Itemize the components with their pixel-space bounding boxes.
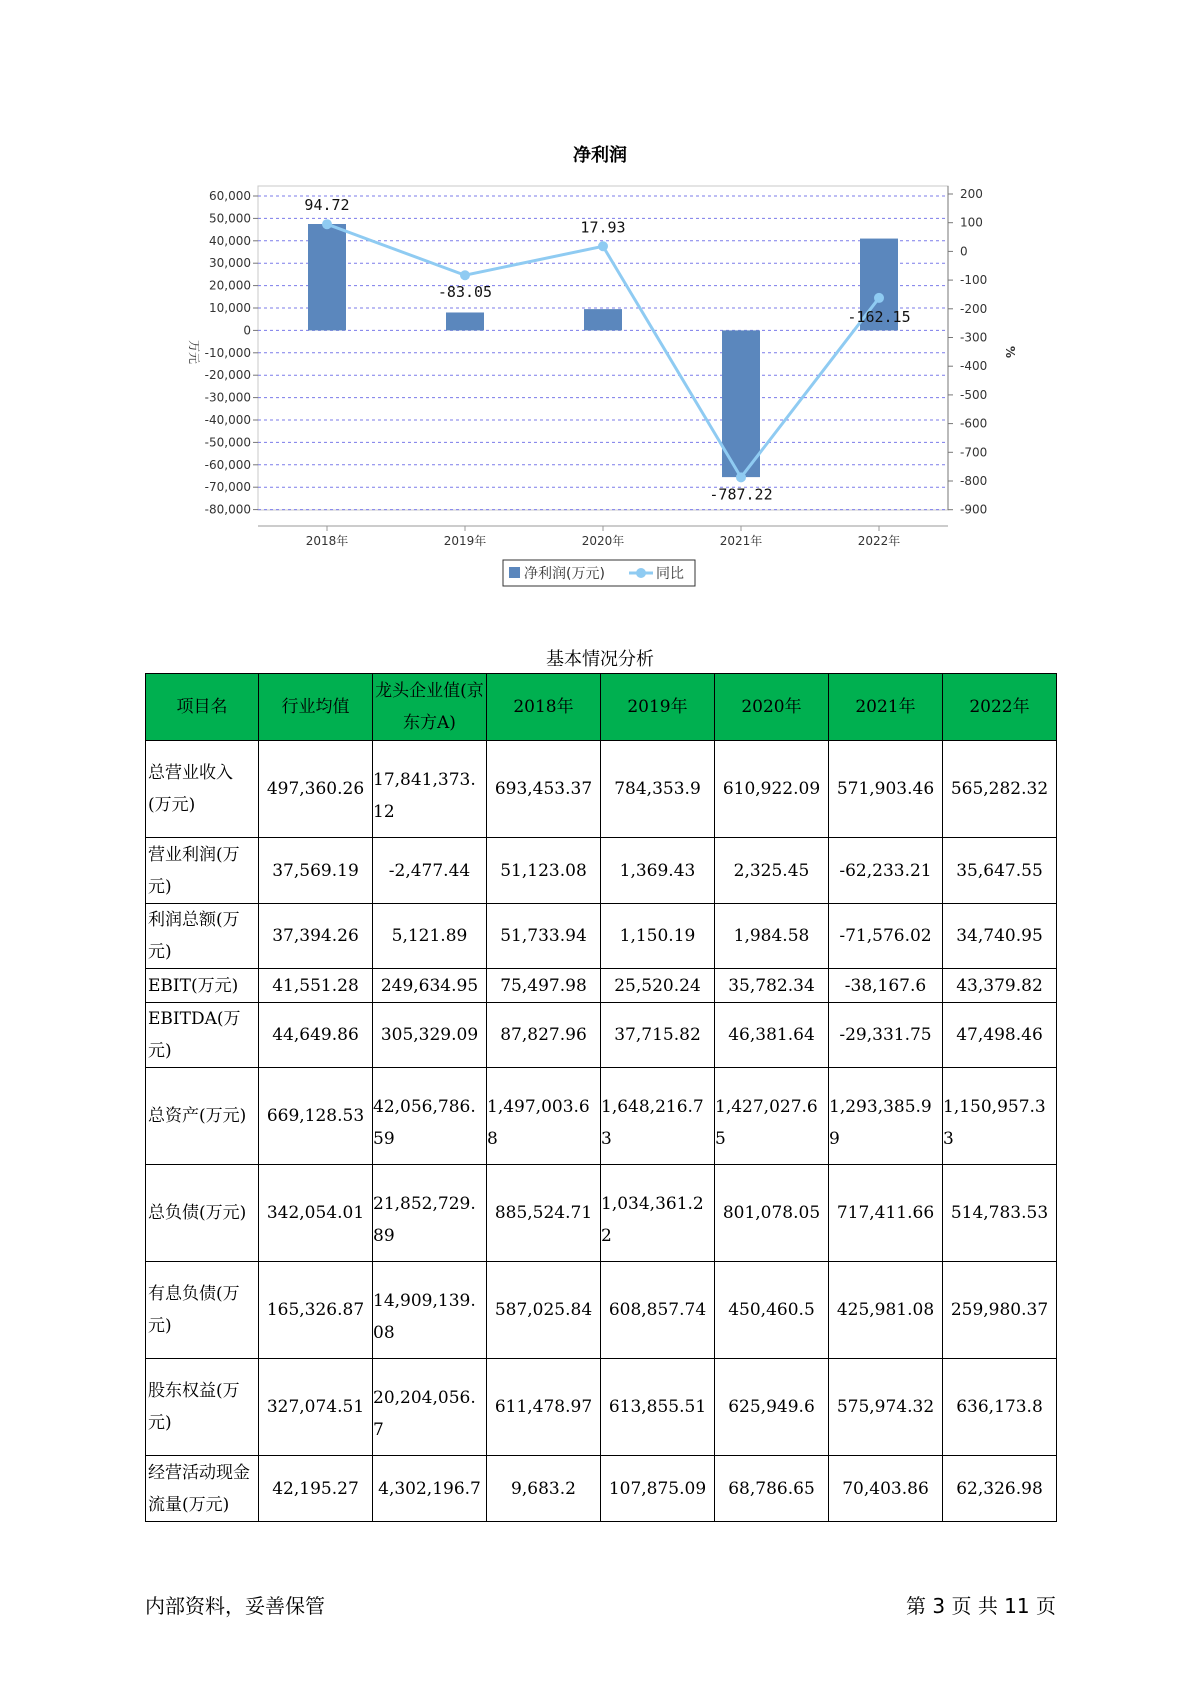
row-item-name: 营业利润(万元)	[146, 838, 259, 904]
table-cell: 1,369.43	[601, 838, 715, 904]
x-tick-label: 2022年	[857, 534, 901, 548]
y-tick-label: -70,000	[204, 480, 251, 495]
table-cell: 75,497.98	[487, 969, 601, 1003]
table-cell: -29,331.75	[829, 1003, 943, 1068]
table-cell: 44,649.86	[259, 1003, 373, 1068]
table-cell: 42,056,786.59	[373, 1068, 487, 1165]
data-label: 94.72	[304, 196, 350, 215]
header-2021: 2021年	[829, 674, 943, 741]
table-row	[146, 838, 1057, 904]
row-item-name: 总负债(万元)	[146, 1165, 259, 1262]
bar	[446, 312, 484, 330]
legend-line-label: 同比	[656, 566, 684, 582]
yoy-point	[598, 241, 608, 251]
table-cell: 342,054.01	[259, 1165, 373, 1262]
table-cell: 37,569.19	[259, 838, 373, 904]
table-cell: 17,841,373.12	[373, 741, 487, 838]
table-cell: 611,478.97	[487, 1359, 601, 1456]
table-cell: 717,411.66	[829, 1165, 943, 1262]
y-tick-label: 0	[243, 323, 251, 338]
table-row	[146, 1456, 1057, 1522]
table-cell: 165,326.87	[259, 1262, 373, 1359]
header-2018: 2018年	[487, 674, 601, 741]
footer-confidential-note: 内部资料，妥善保管	[145, 1594, 325, 1618]
x-tick-label: 2018年	[305, 534, 349, 548]
table-cell: -62,233.21	[829, 838, 943, 904]
header-item-name: 项目名	[146, 674, 259, 741]
table-cell: 25,520.24	[601, 969, 715, 1003]
x-tick-label: 2019年	[443, 534, 487, 548]
table-cell: 610,922.09	[715, 741, 829, 838]
table-cell: -38,167.6	[829, 969, 943, 1003]
table-header-row	[146, 674, 1057, 741]
table-cell: 1,293,385.99	[829, 1068, 943, 1165]
table-cell: 625,949.6	[715, 1359, 829, 1456]
table-cell: 450,460.5	[715, 1262, 829, 1359]
yoy-point	[460, 270, 470, 280]
header-industry-avg: 行业均值	[259, 674, 373, 741]
y2-axis-title: %	[1003, 345, 1017, 359]
table-cell: -2,477.44	[373, 838, 487, 904]
table-row	[146, 1068, 1057, 1165]
data-label: -162.15	[847, 307, 911, 326]
table-cell: 514,783.53	[943, 1165, 1057, 1262]
table-row	[146, 1359, 1057, 1456]
table-cell: 571,903.46	[829, 741, 943, 838]
row-item-name: 股东权益(万元)	[146, 1359, 259, 1456]
table-cell: -71,576.02	[829, 904, 943, 969]
data-label: -83.05	[437, 283, 493, 302]
y-tick-label: 60,000	[209, 189, 251, 203]
y2-tick-label: -800	[960, 474, 988, 488]
table-cell: 21,852,729.89	[373, 1165, 487, 1262]
table-cell: 587,025.84	[487, 1262, 601, 1359]
table-cell: 669,128.53	[259, 1068, 373, 1165]
header-leader-value: 龙头企业值(京东方A)	[373, 674, 487, 741]
table-caption: 基本情况分析	[546, 649, 654, 670]
header-2020: 2020年	[715, 674, 829, 741]
table-cell: 47,498.46	[943, 1003, 1057, 1068]
yoy-line	[327, 224, 879, 477]
table-cell: 305,329.09	[373, 1003, 487, 1068]
y-tick-label: -10,000	[204, 345, 251, 360]
y-axis-title: 万元	[187, 339, 201, 365]
row-item-name: 有息负债(万元)	[146, 1262, 259, 1359]
table-cell: 1,034,361.22	[601, 1165, 715, 1262]
y-tick-label: -40,000	[204, 413, 251, 427]
table-cell: 259,980.37	[943, 1262, 1057, 1359]
yoy-point	[736, 472, 746, 482]
table-cell: 41,551.28	[259, 969, 373, 1003]
table-cell: 1,648,216.73	[601, 1068, 715, 1165]
table-cell: 613,855.51	[601, 1359, 715, 1456]
table-row	[146, 1165, 1057, 1262]
table-cell: 608,857.74	[601, 1262, 715, 1359]
table-cell: 20,204,056.7	[373, 1359, 487, 1456]
row-item-name: 利润总额(万元)	[146, 904, 259, 969]
plot-area	[187, 186, 1017, 548]
row-item-name: EBITDA(万元)	[146, 1003, 259, 1068]
yoy-point	[874, 293, 884, 303]
table-cell: 885,524.71	[487, 1165, 601, 1262]
table-cell: 565,282.32	[943, 741, 1057, 838]
y-tick-label: 30,000	[209, 256, 251, 271]
table-cell: 35,782.34	[715, 969, 829, 1003]
table-cell: 497,360.26	[259, 741, 373, 838]
basic-analysis-table	[145, 673, 1057, 1522]
table-cell: 37,715.82	[601, 1003, 715, 1068]
data-label: 17.93	[580, 218, 626, 237]
y2-tick-label: 0	[960, 244, 968, 259]
row-item-name: EBIT(万元)	[146, 969, 259, 1003]
chart-legend	[503, 560, 695, 586]
y-tick-label: 50,000	[209, 211, 251, 226]
table-cell: 425,981.08	[829, 1262, 943, 1359]
y2-tick-label: -900	[960, 502, 988, 517]
table-cell: 693,453.37	[487, 741, 601, 838]
table-cell: 1,150,957.33	[943, 1068, 1057, 1165]
table-row	[146, 1003, 1057, 1068]
table-cell: 51,123.08	[487, 838, 601, 904]
table-row	[146, 1262, 1057, 1359]
table-row	[146, 969, 1057, 1003]
table-cell: 1,150.19	[601, 904, 715, 969]
row-item-name: 总营业收入(万元)	[146, 741, 259, 838]
table-cell: 14,909,139.08	[373, 1262, 487, 1359]
y2-tick-label: -700	[960, 445, 988, 460]
table-cell: 46,381.64	[715, 1003, 829, 1068]
table-cell: 87,827.96	[487, 1003, 601, 1068]
table-cell: 5,121.89	[373, 904, 487, 969]
chart-title: 净利润	[573, 145, 627, 166]
table-cell: 327,074.51	[259, 1359, 373, 1456]
table-cell: 35,647.55	[943, 838, 1057, 904]
table-cell: 2,325.45	[715, 838, 829, 904]
row-item-name: 经营活动现金流量(万元)	[146, 1456, 259, 1522]
table-cell: 34,740.95	[943, 904, 1057, 969]
table-cell: 9,683.2	[487, 1456, 601, 1522]
y2-tick-label: -600	[960, 416, 988, 431]
y2-tick-label: 100	[960, 215, 983, 230]
table-cell: 784,353.9	[601, 741, 715, 838]
table-cell: 636,173.8	[943, 1359, 1057, 1456]
table-cell: 801,078.05	[715, 1165, 829, 1262]
table-cell: 249,634.95	[373, 969, 487, 1003]
header-2022: 2022年	[943, 674, 1057, 741]
table-cell: 1,497,003.68	[487, 1068, 601, 1165]
table-cell: 107,875.09	[601, 1456, 715, 1522]
legend-bar-label: 净利润(万元)	[524, 566, 605, 582]
data-label: -787.22	[709, 485, 773, 504]
x-tick-label: 2020年	[581, 534, 625, 548]
y2-tick-label: -400	[960, 359, 988, 374]
legend-line-marker	[636, 568, 646, 578]
table-row	[146, 741, 1057, 838]
y-tick-label: -80,000	[204, 502, 251, 517]
header-2019: 2019年	[601, 674, 715, 741]
bar	[308, 224, 346, 330]
table-cell: 51,733.94	[487, 904, 601, 969]
y2-tick-label: -200	[960, 301, 988, 316]
table-cell: 575,974.32	[829, 1359, 943, 1456]
y-tick-label: -20,000	[204, 368, 251, 383]
bar	[584, 309, 622, 330]
yoy-point	[322, 219, 332, 229]
y2-tick-label: -100	[960, 273, 988, 288]
y-tick-label: -60,000	[204, 457, 251, 472]
y2-tick-label: -300	[960, 330, 988, 345]
y-tick-label: -30,000	[204, 390, 251, 405]
y2-tick-label: -500	[960, 387, 988, 402]
table-cell: 43,379.82	[943, 969, 1057, 1003]
table-cell: 1,427,027.65	[715, 1068, 829, 1165]
net-profit-chart	[0, 0, 1191, 600]
footer-page-number: 第 3 页 共 11 页	[906, 1594, 1056, 1618]
y-tick-label: -50,000	[204, 435, 251, 450]
table-cell: 70,403.86	[829, 1456, 943, 1522]
table-cell: 1,984.58	[715, 904, 829, 969]
y-tick-label: 40,000	[209, 233, 251, 248]
table-cell: 62,326.98	[943, 1456, 1057, 1522]
legend-bar-swatch	[509, 567, 520, 578]
table-row	[146, 904, 1057, 969]
y2-tick-label: 200	[960, 187, 983, 201]
table-cell: 37,394.26	[259, 904, 373, 969]
y-tick-label: 10,000	[209, 301, 251, 315]
row-item-name: 总资产(万元)	[146, 1068, 259, 1165]
y-tick-label: 20,000	[209, 278, 251, 293]
table-cell: 4,302,196.7	[373, 1456, 487, 1522]
x-tick-label: 2021年	[719, 534, 763, 548]
table-cell: 42,195.27	[259, 1456, 373, 1522]
table-cell: 68,786.65	[715, 1456, 829, 1522]
